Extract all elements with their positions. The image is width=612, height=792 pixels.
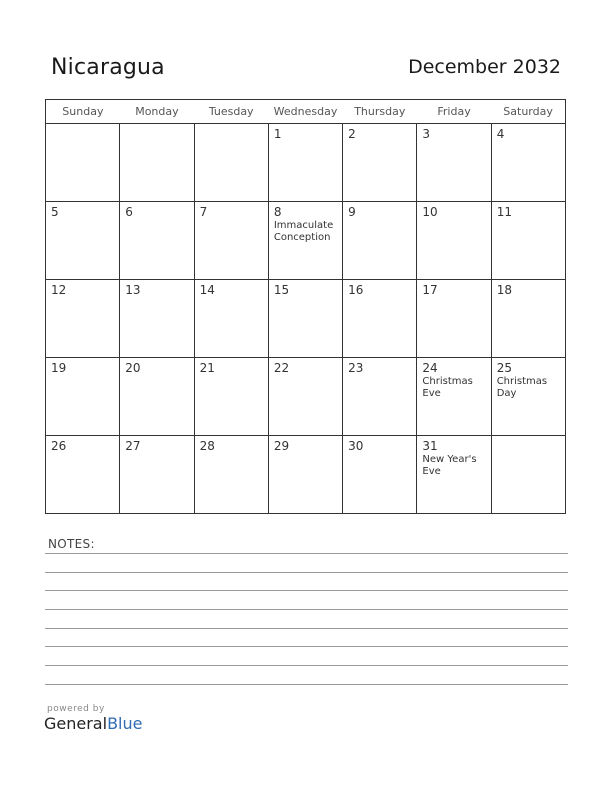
calendar-grid [45, 99, 566, 514]
day-cell [268, 202, 342, 280]
day-cell [194, 358, 268, 436]
country-title: Nicaragua [51, 55, 165, 80]
weekday-sunday: Sunday [46, 100, 120, 124]
weekday-monday: Monday [120, 100, 194, 124]
weekday-header-row [46, 100, 566, 124]
day-number: 20 [125, 361, 141, 375]
day-number: 12 [51, 283, 67, 297]
day-cell [417, 358, 491, 436]
day-number: 7 [199, 205, 208, 219]
brand-logo [44, 704, 142, 733]
week-row [46, 358, 566, 436]
day-number: 10 [422, 205, 438, 219]
day-number: 23 [348, 361, 364, 375]
day-cell [46, 124, 120, 202]
day-number: 14 [199, 283, 215, 297]
day-cell [343, 436, 417, 514]
note-line [45, 628, 568, 629]
day-cell [46, 280, 120, 358]
day-number: 28 [199, 439, 215, 453]
day-number: 13 [125, 283, 141, 297]
note-line [45, 609, 568, 610]
day-cell [343, 124, 417, 202]
day-cell [120, 202, 194, 280]
day-cell [268, 436, 342, 514]
day-number: 31 [422, 439, 438, 453]
day-cell [343, 280, 417, 358]
day-cell [491, 358, 565, 436]
day-cell [268, 358, 342, 436]
weekday-tuesday: Tuesday [194, 100, 268, 124]
day-cell [491, 436, 565, 514]
holiday-label: Christmas Eve [422, 376, 473, 399]
day-number: 9 [348, 205, 356, 219]
day-cell [120, 124, 194, 202]
weekday-saturday: Saturday [491, 100, 565, 124]
day-number: 27 [125, 439, 141, 453]
day-cell [343, 358, 417, 436]
note-line [45, 553, 568, 554]
day-cell [417, 202, 491, 280]
day-number: 17 [422, 283, 438, 297]
day-number: 18 [496, 283, 512, 297]
brand-name-blue: Blue [107, 714, 143, 733]
day-number: 5 [51, 205, 59, 219]
holiday-label: Immaculate Conception [273, 220, 334, 243]
week-row [46, 436, 566, 514]
day-number: 22 [273, 361, 290, 375]
day-number: 25 [496, 361, 512, 375]
day-number: 4 [496, 127, 505, 141]
day-number: 2 [348, 127, 356, 141]
weekday-wednesday: Wednesday [268, 100, 342, 124]
day-cell [491, 202, 565, 280]
brand-name [44, 714, 142, 733]
day-cell [194, 124, 268, 202]
day-number: 1 [273, 127, 282, 141]
day-number: 3 [422, 127, 431, 141]
day-cell [491, 124, 565, 202]
day-cell [120, 436, 194, 514]
day-number: 15 [273, 283, 290, 297]
week-row [46, 124, 566, 202]
weekday-thursday: Thursday [343, 100, 417, 124]
day-number: 8 [273, 205, 282, 219]
day-cell [268, 280, 342, 358]
note-line [45, 590, 568, 591]
day-cell [194, 202, 268, 280]
day-number: 6 [125, 205, 133, 219]
note-line [45, 646, 568, 647]
day-cell [194, 280, 268, 358]
day-cell [417, 280, 491, 358]
day-cell [417, 436, 491, 514]
note-line [45, 665, 568, 666]
week-row [46, 280, 566, 358]
day-number: 24 [422, 361, 438, 375]
day-number: 11 [496, 205, 512, 219]
day-cell [120, 280, 194, 358]
day-cell [46, 436, 120, 514]
brand-name-general: General [44, 714, 108, 733]
powered-by-text: powered by [47, 704, 105, 714]
day-cell [120, 358, 194, 436]
month-year-title: December 2032 [408, 56, 561, 78]
day-cell [343, 202, 417, 280]
day-number: 19 [51, 361, 67, 375]
day-cell [268, 124, 342, 202]
day-cell [417, 124, 491, 202]
day-cell [46, 358, 120, 436]
note-line [45, 684, 568, 685]
day-number: 16 [348, 283, 364, 297]
day-cell [46, 202, 120, 280]
holiday-label: New Year's Eve [422, 454, 477, 477]
day-cell [194, 436, 268, 514]
day-number: 29 [273, 439, 290, 453]
day-number: 26 [51, 439, 67, 453]
day-number: 21 [199, 361, 215, 375]
weekday-friday: Friday [417, 100, 491, 124]
week-row [46, 202, 566, 280]
day-cell [491, 280, 565, 358]
holiday-label: Christmas Day [496, 376, 548, 399]
day-number: 30 [348, 439, 364, 453]
notes-label: NOTES: [48, 537, 95, 551]
note-line [45, 572, 568, 573]
